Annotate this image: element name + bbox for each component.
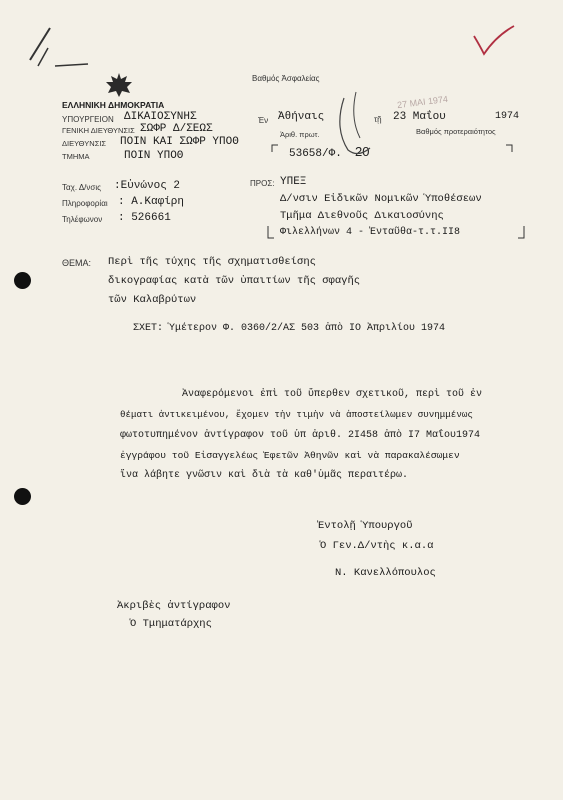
subject-line-2: δικογραφίας κατὰ τῶν ὑπαιτίων τῆς σφαγῆς [108,275,361,287]
recipient-line-2: Δ/νσιν Εἰδικῶν Νομικῶν Ὑποθέσεων [280,193,482,205]
section-label: ΤΜΗΜΑ [62,152,90,161]
directorate-label: ΔΙΕΥΘΥΝΣΙΣ [62,139,107,148]
punch-hole-top [14,272,31,289]
signature-name: Ν. Κανελλόπουλος [335,567,436,579]
handwritten-loop-marks [330,88,390,168]
section-value: ΠΟΙΝ ΥΠΟΘ [124,150,184,162]
day-prefix: τῇ [374,115,382,124]
recipient-bracket-lines [266,224,536,244]
ministry-label: ΥΠΟΥΡΓΕΙΟΝ [62,115,114,124]
protocol-handwritten-number: 20 [355,144,370,159]
protocol-number: 53658/Φ. [289,148,342,160]
general-directorate-label: ΓΕΝΙΚΗ ΔΙΕΥΘΥΝΣΙΣ [62,126,135,135]
state-emblem-icon [104,71,134,99]
place-prefix: Ἐν [258,116,269,125]
body-line-5: ἵνα λάβητε γνῶσιν καὶ διὰ τὰ καθ'ὑμᾶς περαιτέρω. [120,470,409,481]
city: Ἀθήναις [278,111,325,123]
republic-heading: ΕΛΛΗΝΙΚΗ ΔΗΜΟΚΡΑΤΙΑ [62,100,165,110]
year: 1974 [495,111,520,122]
punch-hole-bottom [14,488,31,505]
general-directorate-value: ΣΩΦΡ Δ/ΣΕΩΣ [140,123,213,135]
phone-value: : 526661 [118,212,171,224]
info-label: Πληροφορίαι [62,199,108,208]
body-line-3: φωτοτυπημένον ἀντίγραφον τοῦ ὑπ ἀριθ. 2Ι458 ἀπὸ Ι7 Μαΐου1974 [120,430,481,441]
address-label: Ταχ. Δ/νσις [62,183,101,192]
subject-line-1: Περὶ τῆς τύχης τῆς σχηματισθείσης [108,256,316,268]
info-value: : Α.Καφίρη [118,196,185,208]
recipient-line-4: Φιλελλήνων 4 - Ἐνταῦθα-τ.τ.ΙΙ8 [280,227,461,238]
address-value: :Εὐνώνος 2 [114,180,181,192]
ministry-value: ΔΙΚΑΙΟΣΥΝΗΣ [124,111,197,123]
directorate-value: ΠΟΙΝ ΚΑΙ ΣΩΦΡ ΥΠΟΘ [120,136,239,148]
section-head-label: Ὁ Τμηματάρχης [130,618,212,630]
day-month: 23 Μαΐου [393,111,446,123]
body-line-2: θέματι ἀντικειμένου, ἔχομεν τὴν τιμὴν νὰ ἀποστείλωμεν συνημμένως [120,409,473,420]
recipient-line-3: Τμῆμα Διεθνοῦς Δικαιοσύνης [280,210,444,222]
received-stamp: 27 ΜΑΙ 1974 [396,93,449,111]
signature-mandate: Ἐντολῇ Ὑπουργοῦ [318,520,413,532]
certified-copy-label: Ἀκριβὲς ἀντίγραφον [117,600,231,612]
security-grade-label: Βαθμός Ἀσφαλείας [252,74,320,83]
subject-line-3: τῶν Καλαβρύτων [108,294,197,306]
phone-label: Τηλέφωνον [62,215,103,224]
recipient-line-1: ΥΠΕΞ [280,176,307,188]
check-mark-icon [470,22,520,62]
reference-line: ΣΧΕΤ: Ὑμέτερον Φ. 0360/2/ΑΣ 503 ἀπὸ ΙΟ Ἀπριλίου 1974 [133,323,446,334]
body-line-1: Ἀναφερόμενοι ἐπὶ τοῦ ὕπερθεν σχετικοῦ, περὶ τοῦ ἐν [182,389,483,400]
priority-label: Βαθμός προτεραιότητος [416,127,496,136]
handwritten-marks-top-left [0,0,120,80]
subject-label: ΘΕΜΑ: [62,258,92,268]
body-line-4: ἐγγράφου τοῦ Εἰσαγγελέως Ἐφετῶν Ἀθηνῶν καὶ νὰ παρακαλέσωμεν [120,450,460,461]
protocol-label: Ἀριθ. πρωτ. [280,130,320,139]
recipient-label: ΠΡΟΣ: [250,179,275,188]
signature-title: Ὁ Γεν.Δ/ντὴς κ.α.α [320,540,434,552]
